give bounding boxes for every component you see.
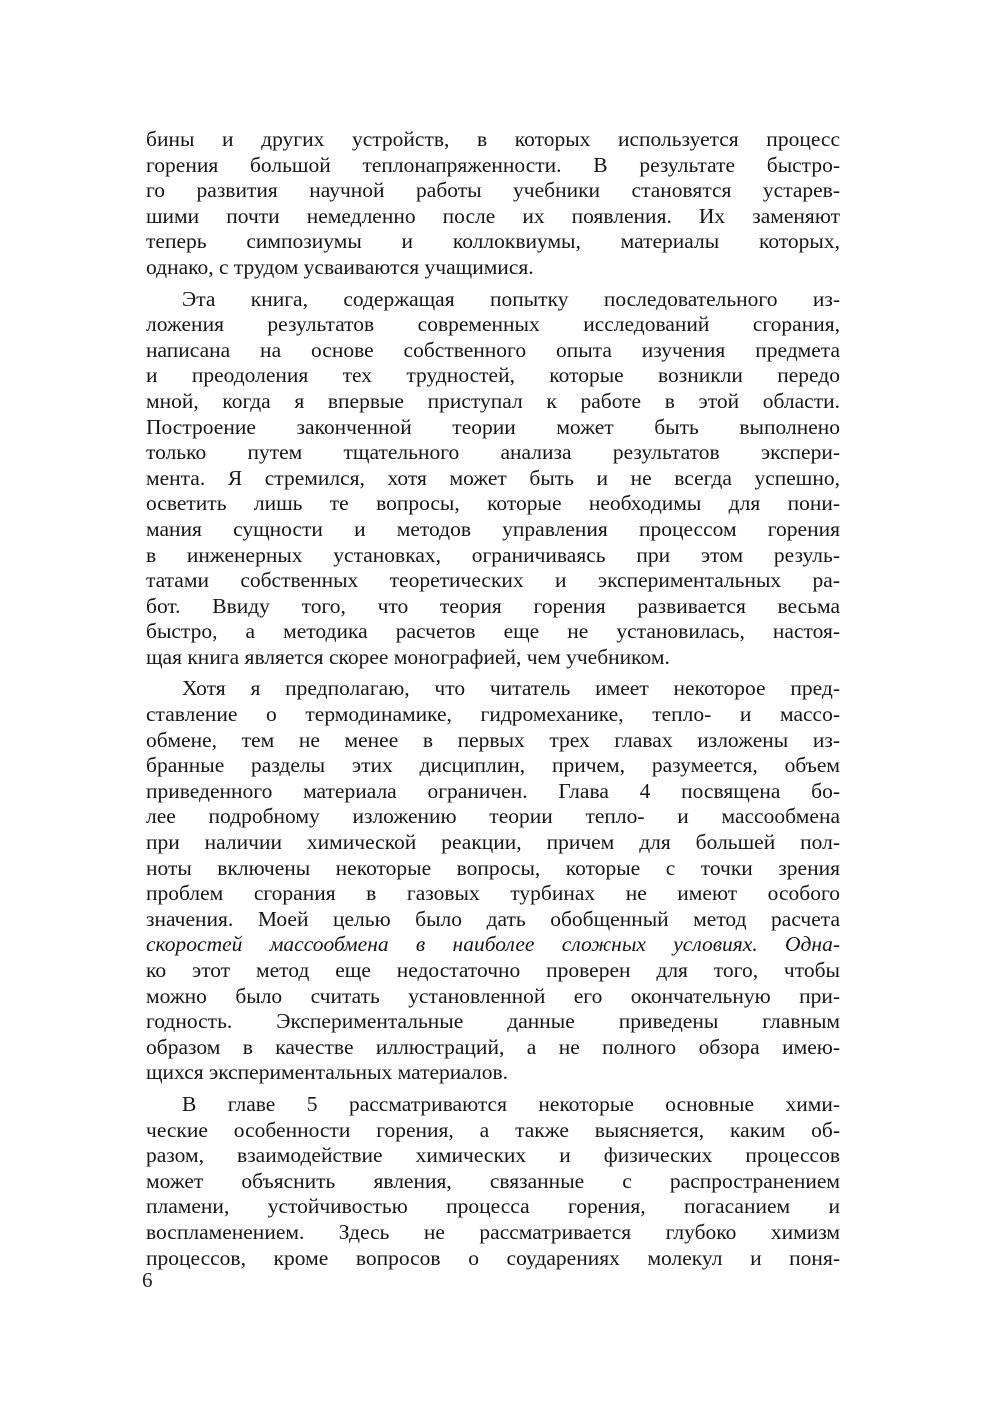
text-line: в инженерных установках, ограничиваясь при этом резуль-	[146, 542, 840, 567]
text-line: ческие особенности горения, а также выясняется, каким об-	[146, 1117, 840, 1142]
text-line: разом, взаимодействие химических и физических процессов	[146, 1143, 840, 1168]
text-line: Хотя я предполагаю, что читатель имеет некоторое пред-	[182, 676, 840, 701]
text-line: ставление о термодинамике, гидромеханике, тепло- и массо-	[146, 702, 840, 727]
text-line: годность. Экспериментальные данные приведены главным	[146, 1009, 840, 1034]
text-line: Эта книга, содержащая попытку последовательного из-	[182, 286, 840, 311]
paragraph-2	[146, 287, 840, 671]
text-line: однако, с трудом усваиваются учащимися.	[146, 254, 534, 279]
text-line: В главе 5 рассматриваются некоторые основные хими-	[182, 1091, 840, 1116]
text-line: теперь симпозиумы и коллоквиумы, материалы которых,	[146, 229, 840, 254]
text-line: может объяснить явления, связанные с распространением	[146, 1168, 840, 1193]
text-line: лее подробному изложению теории тепло- и массообмена	[146, 804, 840, 829]
paragraph-3	[146, 676, 840, 1086]
text-line: воспламенением. Здесь не рассматривается глубоко химизм	[146, 1219, 840, 1244]
text-line: ложения результатов современных исследований сгорания,	[146, 312, 840, 337]
text-line: процессов, кроме вопросов о соударениях молекул и поня-	[146, 1245, 840, 1270]
body-text	[146, 127, 840, 1277]
text-line: обмене, тем не менее в первых трех главах изложены из-	[146, 727, 840, 752]
text-line: шими почти немедленно после их появления. Их заменяют	[146, 203, 840, 228]
text-line: можно было считать установленной его окончательную при-	[146, 983, 840, 1008]
paragraph-4	[146, 1092, 840, 1271]
text-line: горения большой теплонапряженности. В результате быстро-	[146, 152, 840, 177]
text-line: только путем тщательного анализа результатов экспери-	[146, 440, 840, 465]
text-line: осветить лишь те вопросы, которые необходимы для пони-	[146, 491, 840, 516]
text-line: пламени, устойчивостью процесса горения, погасанием и	[146, 1194, 840, 1219]
text-line: го развития научной работы учебники становятся устарев-	[146, 178, 840, 203]
text-line: бины и других устройств, в которых используется процесс	[146, 127, 840, 151]
text-line: при наличии химической реакции, причем для большей пол-	[146, 830, 840, 855]
text-line: образом в качестве иллюстраций, а не полного обзора имею-	[146, 1034, 840, 1059]
text-line: бот. Ввиду того, что теория горения развивается весьма	[146, 593, 840, 618]
text-line: щихся экспериментальных материалов.	[146, 1060, 509, 1085]
text-line: написана на основе собственного опыта изучения предмета	[146, 337, 840, 362]
text-line: ноты включены некоторые вопросы, которые с точки зрения	[146, 855, 840, 880]
text-line: Построение законченной теории может быть выполнено	[146, 414, 840, 439]
text-line: щая книга является скорее монографией, чем учебником.	[146, 644, 670, 669]
paragraph-1	[146, 127, 840, 281]
text-line: бранные разделы этих дисциплин, причем, разумеется, объем	[146, 753, 840, 778]
page-number: 6	[142, 1268, 153, 1292]
text-line: скоростей массообмена в наиболее сложных условиях. Одна-	[146, 932, 840, 957]
text-line: быстро, а методика расчетов еще не установилась, настоя-	[146, 619, 840, 644]
text-line: мной, когда я впервые приступал к работе в этой области.	[146, 388, 840, 413]
text-line: приведенного материала ограничен. Глава 4 посвящена бо-	[146, 778, 840, 803]
text-line: проблем сгорания в газовых турбинах не имеют особого	[146, 881, 840, 906]
text-line: татами собственных теоретических и экспериментальных ра-	[146, 568, 840, 593]
text-line: значения. Моей целью было дать обобщенный метод расчета	[146, 906, 840, 931]
text-line: мания сущности и методов управления процессом горения	[146, 516, 840, 541]
text-line: и преодоления тех трудностей, которые возникли передо	[146, 363, 840, 388]
text-line: мента. Я стремился, хотя может быть и не всегда успешно,	[146, 465, 840, 490]
text-line: ко этот метод еще недостаточно проверен для того, чтобы	[146, 958, 840, 982]
